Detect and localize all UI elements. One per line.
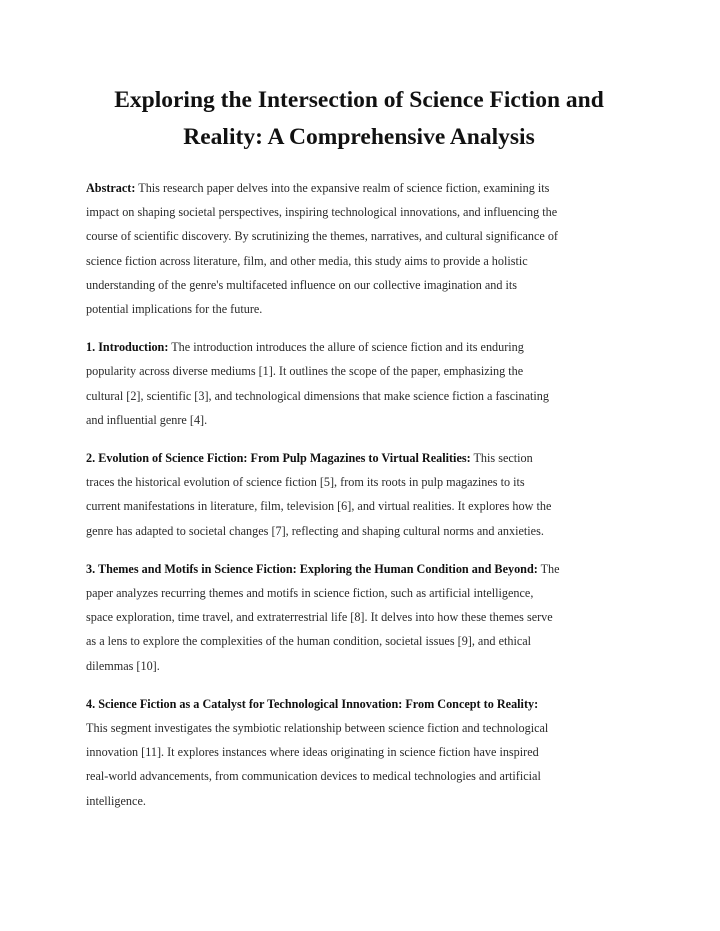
themes-paragraph: [86, 557, 632, 678]
abstract-line: [86, 176, 632, 200]
section-line: real-world advancements, from communication devices to medical technologies and artificial: [86, 769, 541, 784]
section-text: The: [537, 561, 560, 576]
section-line: traces the historical evolution of science fiction [5], from its roots in pulp magazines to its: [86, 475, 525, 490]
section-line: cultural [2], scientific [3], and technological dimensions that make science fiction a fascinating: [86, 388, 549, 403]
paper-title-line-2: Reality: A Comprehensive Analysis: [183, 124, 535, 150]
section-line: space exploration, time travel, and extraterrestrial life [8]. It delves into how these themes serve: [86, 610, 553, 625]
section-line: popularity across diverse mediums [1]. It outlines the scope of the paper, emphasizing the: [86, 364, 524, 379]
evolution-paragraph: [86, 446, 632, 543]
introduction-paragraph: [86, 335, 632, 432]
innovation-paragraph: [86, 692, 632, 813]
section-text: This section: [470, 451, 533, 466]
section-line: current manifestations in literature, film, television [6], and virtual realities. It explores how the: [86, 499, 552, 514]
abstract-line: potential implications for the future.: [86, 302, 263, 317]
section-heading: 4. Science Fiction as a Catalyst for Technological Innovation: From Concept to Reality:: [86, 696, 539, 711]
section-line: innovation [11]. It explores instances where ideas originating in science fiction have inspired: [86, 745, 539, 760]
paper-title: [86, 82, 632, 156]
section-line: [86, 692, 632, 716]
section-line: intelligence.: [86, 793, 146, 808]
section-heading: 3. Themes and Motifs in Science Fiction: Exploring the Human Condition and Beyond:: [86, 561, 538, 576]
section-line: [86, 557, 632, 581]
section-text: The introduction introduces the allure of science fiction and its enduring: [168, 340, 524, 355]
paper-title-line-1: Exploring the Intersection of Science Fiction and: [114, 87, 604, 113]
section-heading: 2. Evolution of Science Fiction: From Pulp Magazines to Virtual Realities:: [86, 451, 471, 466]
section-line: and influential genre [4].: [86, 412, 208, 427]
section-line: [86, 446, 632, 470]
section-line: dilemmas [10].: [86, 658, 160, 673]
abstract-line: understanding of the genre's multifaceted influence on our collective imagination and its: [86, 277, 517, 292]
abstract-text: This research paper delves into the expansive realm of science fiction, examining its: [135, 181, 550, 195]
abstract-heading: Abstract:: [86, 181, 136, 195]
abstract-line: science fiction across literature, film, and other media, this study aims to provide a holistic: [86, 253, 528, 268]
section-line: paper analyzes recurring themes and motifs in science fiction, such as artificial intelligence,: [86, 586, 534, 601]
section-line: as a lens to explore the complexities of the human condition, societal issues [9], and ethical: [86, 634, 532, 649]
section-heading: 1. Introduction:: [86, 340, 169, 355]
section-line: [86, 335, 632, 359]
section-line: This segment investigates the symbiotic relationship between science fiction and technological: [86, 721, 549, 736]
abstract-line: course of scientific discovery. By scrutinizing the themes, narratives, and cultural significance of: [86, 229, 558, 244]
abstract-paragraph: [86, 176, 632, 321]
abstract-line: impact on shaping societal perspectives, inspiring technological innovations, and influencing the: [86, 205, 558, 220]
section-line: genre has adapted to societal changes [7], reflecting and shaping cultural norms and anxieties.: [86, 523, 544, 538]
